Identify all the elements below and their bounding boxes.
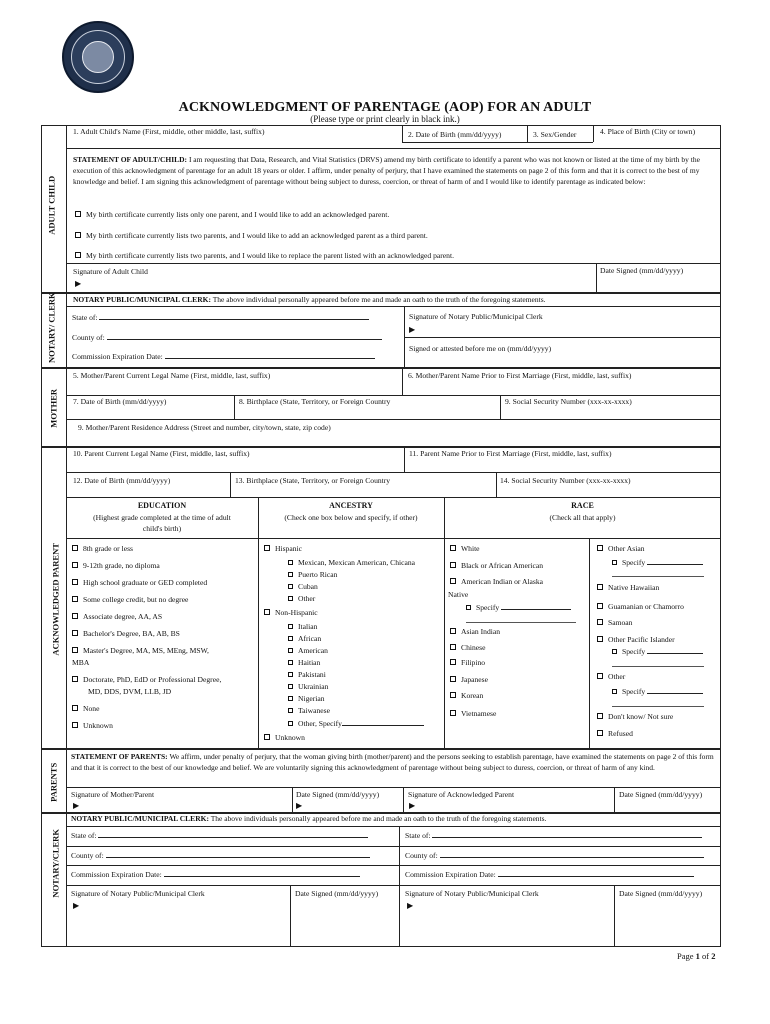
checkbox-icon[interactable] <box>466 605 471 610</box>
race-other-pacific-specify[interactable]: Specify <box>612 646 703 656</box>
field-mother-dob[interactable]: 7. Date of Birth (mm/dd/yyyy) <box>73 397 167 406</box>
ancestry-hispanic-other[interactable]: Other <box>288 594 315 603</box>
checkbox-icon[interactable] <box>612 649 617 654</box>
field-adult-child-name[interactable]: 1. Adult Child's Name (First, middle, other middle, last, suffix) <box>73 127 265 136</box>
checkbox-icon[interactable] <box>597 603 603 609</box>
checkbox-icon[interactable] <box>450 676 456 682</box>
checkbox-icon[interactable] <box>597 730 603 736</box>
race-refused[interactable]: Refused <box>597 729 633 738</box>
checkbox-icon[interactable] <box>288 721 293 726</box>
arrow-right-icon: ▶ <box>407 901 414 910</box>
race-filipino[interactable]: Filipino <box>450 658 485 667</box>
section-label-notary-clerk: NOTARY/CLERK <box>50 829 61 898</box>
arrow-right-icon: ▶ <box>73 901 80 910</box>
edu-8th-grade[interactable]: 8th grade or less <box>72 544 133 553</box>
notary1-attested-date[interactable]: Signed or attested before me on (mm/dd/yyyy) <box>409 344 552 353</box>
checkbox-icon[interactable] <box>75 211 81 217</box>
checkbox-icon[interactable] <box>288 684 293 689</box>
notary-statement-2: NOTARY PUBLIC/MUNICIPAL CLERK: The above individuals personally appeared before me and made an oath to the truth of the foregoing statements. <box>71 814 547 823</box>
checkbox-icon[interactable] <box>450 710 456 716</box>
checkbox-icon[interactable] <box>288 660 293 665</box>
race-other-specify[interactable]: Specify <box>612 686 703 696</box>
race-korean[interactable]: Korean <box>450 691 483 700</box>
ancestry-african[interactable]: African <box>288 634 321 643</box>
checkbox-icon[interactable] <box>75 232 81 238</box>
ancestry-haitian[interactable]: Haitian <box>288 658 320 667</box>
checkbox-icon[interactable] <box>288 696 293 701</box>
page-number: Page 1 of 2 <box>677 951 716 961</box>
sig-mother[interactable]: Signature of Mother/Parent <box>71 790 155 799</box>
parents-statement: STATEMENT OF PARENTS: We affirm, under penalty of perjury, that the woman giving birth (mother/parent) and the persons seeking to establish parentage, have examined the statements on page 2 of this form and that it is correct to the best of our knowledge and belief. We are voluntarily signing this acknowledgment of parentage without being subject to duress, coercion, or threat of harm of any kind. <box>71 752 714 772</box>
ancestry-puerto-rican[interactable]: Puerto Rican <box>288 570 337 579</box>
notary1-county-field[interactable]: County of: <box>72 332 382 342</box>
ancestry-ukrainian[interactable]: Ukrainian <box>288 682 328 691</box>
sig-acknowledged-parent[interactable]: Signature of Acknowledged Parent <box>408 790 515 799</box>
checkbox-icon[interactable] <box>288 560 293 565</box>
field-mother-address[interactable]: 9. Mother/Parent Residence Address (Street and number, city/town, state, zip code) <box>78 423 331 432</box>
checkbox-icon[interactable] <box>450 562 456 568</box>
checkbox-icon[interactable] <box>72 630 78 636</box>
checkbox-icon[interactable] <box>72 545 78 551</box>
race-guamanian[interactable]: Guamanian or Chamorro <box>597 602 684 611</box>
arrow-right-icon: ▶ <box>296 801 303 810</box>
checkbox-icon[interactable] <box>72 579 78 585</box>
edu-none[interactable]: None <box>72 704 99 713</box>
edu-unknown[interactable]: Unknown <box>72 721 113 730</box>
education-subheading-1: (Highest grade completed at the time of adult <box>93 513 231 522</box>
ancestry-pakistani[interactable]: Pakistani <box>288 670 326 679</box>
notary2-left-county[interactable]: County of: <box>71 850 370 860</box>
checkbox-icon[interactable] <box>72 722 78 728</box>
checkbox-icon[interactable] <box>72 705 78 711</box>
checkbox-icon[interactable] <box>597 713 603 719</box>
race-heading: RACE <box>571 501 594 510</box>
checkbox-icon[interactable] <box>264 609 270 615</box>
ancestry-nigerian[interactable]: Nigerian <box>288 694 325 703</box>
arrow-right-icon: ▶ <box>409 325 416 334</box>
field-adult-birthplace[interactable]: 4. Place of Birth (City or town) <box>600 127 696 136</box>
date-signed-parent[interactable]: Date Signed (mm/dd/yyyy) <box>619 790 703 799</box>
notary2-right-date[interactable]: Date Signed (mm/dd/yyyy) <box>619 889 703 898</box>
race-dont-know[interactable]: Don't know/ Not sure <box>597 712 673 721</box>
section-label-notary: NOTARY/ CLERK <box>46 292 57 363</box>
arrow-right-icon: ▶ <box>75 279 82 288</box>
field-mother-maiden-name[interactable]: 6. Mother/Parent Name Prior to First Marriage (First, middle, last, suffix) <box>408 371 632 380</box>
checkbox-icon[interactable] <box>288 708 293 713</box>
checkbox-icon[interactable] <box>450 545 456 551</box>
race-american-indian-specify[interactable]: Specify <box>466 602 571 612</box>
checkbox-icon[interactable] <box>597 584 603 590</box>
sig-adult-child[interactable]: Signature of Adult Child <box>73 267 148 276</box>
arrow-right-icon: ▶ <box>409 801 416 810</box>
checkbox-icon[interactable] <box>72 676 78 682</box>
form-title: ACKNOWLEDGMENT OF PARENTAGE (AOP) FOR AN ADULT <box>178 100 592 115</box>
section-label-adult-child: ADULT CHILD <box>46 175 57 235</box>
checkbox-icon[interactable] <box>597 673 603 679</box>
section-label-mother: MOTHER <box>48 388 59 428</box>
ancestry-hispanic[interactable]: Hispanic <box>264 544 302 553</box>
notary2-right-signature[interactable]: Signature of Notary Public/Municipal Clerk <box>405 889 539 898</box>
edu-associate[interactable]: Associate degree, AA, AS <box>72 612 162 621</box>
checkbox-icon[interactable] <box>450 628 456 634</box>
field-parent-dob[interactable]: 12. Date of Birth (mm/dd/yyyy) <box>73 476 171 485</box>
race-white[interactable]: White <box>450 544 480 553</box>
edu-9-12-grade[interactable]: 9-12th grade, no diploma <box>72 561 160 570</box>
race-other-asian-specify[interactable]: Specify <box>612 557 703 567</box>
section-label-parents: PARENTS <box>48 762 59 802</box>
checkbox-icon[interactable] <box>597 636 603 642</box>
field-parent-name[interactable]: 10. Parent Current Legal Name (First, middle, last, suffix) <box>73 449 250 458</box>
ancestry-italian[interactable]: Italian <box>288 622 317 631</box>
race-asian-indian[interactable]: Asian Indian <box>450 627 500 636</box>
checkbox-icon[interactable] <box>72 647 78 653</box>
checkbox-icon[interactable] <box>264 545 270 551</box>
race-black[interactable]: Black or African American <box>450 561 543 570</box>
checkbox-icon[interactable] <box>288 648 293 653</box>
education-heading: EDUCATION <box>137 501 187 510</box>
notary2-left-state[interactable]: State of: <box>71 830 368 840</box>
ancestry-subheading: (Check one box below and specify, if other) <box>284 513 418 522</box>
checkbox-icon[interactable] <box>288 572 293 577</box>
race-native-hawaiian[interactable]: Native Hawaiian <box>597 583 659 592</box>
field-mother-name[interactable]: 5. Mother/Parent Current Legal Name (First, middle, last, suffix) <box>73 371 271 380</box>
checkbox-icon[interactable] <box>264 734 270 740</box>
option-add-parent[interactable]: My birth certificate currently lists only one parent, and I would like to add an acknowledged parent. <box>75 210 389 219</box>
checkbox-icon[interactable] <box>612 560 617 565</box>
race-samoan[interactable]: Samoan <box>597 618 632 627</box>
field-parent-birthplace[interactable]: 13. Birthplace (State, Territory, or Foreign Country <box>235 476 391 485</box>
checkbox-icon[interactable] <box>450 644 456 650</box>
notary1-state-field[interactable]: State of: <box>72 312 369 322</box>
ancestry-mexican[interactable]: Mexican, Mexican American, Chicana <box>288 558 415 567</box>
checkbox-icon[interactable] <box>288 624 293 629</box>
ancestry-non-hispanic[interactable]: Non-Hispanic <box>264 608 318 617</box>
education-subheading-2: child's birth) <box>142 524 182 533</box>
checkbox-icon[interactable] <box>72 562 78 568</box>
notary2-left-expiration[interactable]: Commission Expiration Date: <box>71 869 360 879</box>
race-american-indian[interactable]: American Indian or Alaska <box>450 577 543 586</box>
checkbox-icon[interactable] <box>288 584 293 589</box>
checkbox-icon[interactable] <box>288 596 293 601</box>
edu-some-college[interactable]: Some college credit, but no degree <box>72 595 188 604</box>
edu-master-cont: MBA <box>72 658 90 667</box>
ancestry-taiwanese[interactable]: Taiwanese <box>288 706 330 715</box>
checkbox-icon[interactable] <box>612 689 617 694</box>
edu-bachelor[interactable]: Bachelor's Degree, BA, AB, BS <box>72 629 180 638</box>
notary2-right-state[interactable]: State of: <box>405 830 702 840</box>
race-vietnamese[interactable]: Vietnamese <box>450 709 496 718</box>
department-seal <box>62 21 134 93</box>
edu-master[interactable]: Master's Degree, MA, MS, MEng, MSW, <box>72 646 209 655</box>
field-parent-maiden-name[interactable]: 11. Parent Name Prior to First Marriage (First, middle, last, suffix) <box>409 449 612 458</box>
checkbox-icon[interactable] <box>288 672 293 677</box>
form-subtitle: (Please type or print clearly in black ink.) <box>310 114 460 124</box>
ancestry-unknown[interactable]: Unknown <box>264 733 305 742</box>
section-label-acknowledged-parent: ACKNOWLEDGED PARENT <box>50 543 61 656</box>
notary-statement-1: NOTARY PUBLIC/MUNICIPAL CLERK: The above individual personally appeared before me and made an oath to the truth of the foregoing statements. <box>73 295 546 304</box>
field-parent-ssn[interactable]: 14. Social Security Number (xxx-xx-xxxx) <box>500 476 631 485</box>
option-replace-parent[interactable]: My birth certificate currently lists two parents, and I would like to replace the parent listed with an acknowledged parent. <box>75 251 454 260</box>
checkbox-icon[interactable] <box>450 692 456 698</box>
field-mother-birthplace[interactable]: 8. Birthplace (State, Territory, or Foreign Country <box>239 397 391 406</box>
notary1-signature[interactable]: Signature of Notary Public/Municipal Clerk <box>409 312 543 321</box>
field-adult-sex[interactable]: 3. Sex/Gender <box>533 130 577 139</box>
checkbox-icon[interactable] <box>450 578 456 584</box>
checkbox-icon[interactable] <box>597 545 603 551</box>
edu-high-school[interactable]: High school graduate or GED completed <box>72 578 207 587</box>
edu-doctorate[interactable]: Doctorate, PhD, EdD or Professional Degree, <box>72 675 221 684</box>
ancestry-cuban[interactable]: Cuban <box>288 582 318 591</box>
race-chinese[interactable]: Chinese <box>450 643 485 652</box>
ancestry-american[interactable]: American <box>288 646 328 655</box>
race-other-pacific[interactable]: Other Pacific Islander <box>597 635 675 644</box>
field-adult-dob[interactable]: 2. Date of Birth (mm/dd/yyyy) <box>408 130 502 139</box>
checkbox-icon[interactable] <box>75 252 81 258</box>
notary2-left-date[interactable]: Date Signed (mm/dd/yyyy) <box>295 889 379 898</box>
notary2-left-signature[interactable]: Signature of Notary Public/Municipal Clerk <box>71 889 205 898</box>
date-signed-adult[interactable]: Date Signed (mm/dd/yyyy) <box>600 266 684 275</box>
race-other[interactable]: Other <box>597 672 625 681</box>
notary2-right-county[interactable]: County of: <box>405 850 704 860</box>
checkbox-icon[interactable] <box>597 619 603 625</box>
checkbox-icon[interactable] <box>450 659 456 665</box>
notary1-expiration-field[interactable]: Commission Expiration Date: <box>72 351 375 361</box>
notary2-right-expiration[interactable]: Commission Expiration Date: <box>405 869 694 879</box>
adult-child-statement: STATEMENT OF ADULT/CHILD: I am requesting that Data, Research, and Vital Statistics (DRVS) amend my birth certificate to identify a parent who was not known or listed at the time of my birth by the execution of this acknowledgment of parentage for an adult 18 years or older. I affirm, under penalty of perjury, that I have examined the statements on page 2 of this form and that it is correct to the best of my knowledge and belief. I am signing this acknowledgment of parentage without being subject to duress, coercion, or threat of harm of and I would like to identify parentage as indicated below: <box>73 155 700 186</box>
checkbox-icon[interactable] <box>288 636 293 641</box>
ancestry-heading: ANCESTRY <box>329 501 373 510</box>
race-other-asian[interactable]: Other Asian <box>597 544 645 553</box>
seal-emblem <box>82 41 114 73</box>
date-signed-mother[interactable]: Date Signed (mm/dd/yyyy) <box>296 790 380 799</box>
race-subheading: (Check all that apply) <box>549 513 616 522</box>
arrow-right-icon: ▶ <box>73 801 80 810</box>
field-mother-ssn[interactable]: 9. Social Security Number (xxx-xx-xxxx) <box>505 397 632 406</box>
checkbox-icon[interactable] <box>72 613 78 619</box>
race-american-indian-cont: Native <box>448 590 469 599</box>
edu-doctorate-cont: MD, DDS, DVM, LLB, JD <box>88 687 172 696</box>
checkbox-icon[interactable] <box>72 596 78 602</box>
option-third-parent[interactable]: My birth certificate currently lists two parents, and I would like to add an acknowledged parent as a third parent. <box>75 231 428 240</box>
ancestry-other-specify[interactable]: Other, Specify <box>288 718 424 728</box>
race-japanese[interactable]: Japanese <box>450 675 488 684</box>
